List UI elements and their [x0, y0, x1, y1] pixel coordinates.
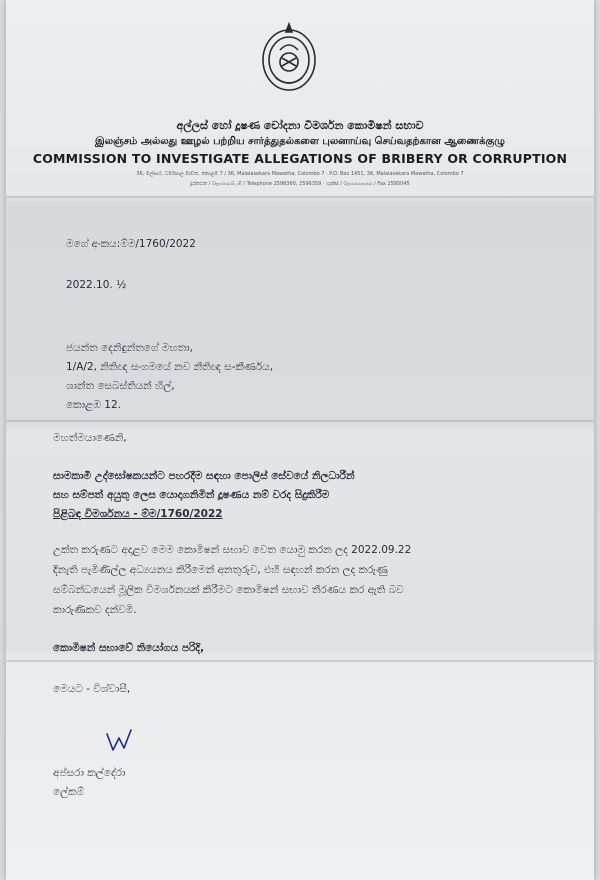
signatory-title: ලේකම් — [53, 786, 85, 798]
subject-line: සාමකාමී උද්ඝෝෂකයන්ට පහරදීම සඳහා පොලිස් සේවයේ නිලධාරීන් — [53, 470, 355, 482]
recipient-line: ජයන්ත දෙනිඳුන්තගේ මහතා, — [66, 342, 193, 354]
recipient-line: 1/A/2, නිතිඥ සංගමයේ නව නීතිඥ ස-කීර්ණය, — [66, 361, 274, 373]
signatory-name: අප්සරා කල්දේරා — [53, 767, 126, 779]
letterhead-name-sinhala: අල්ලස් හෝ දූෂණ චෝදනා විමර්ශන කොමිෂන් සභාව — [176, 119, 424, 132]
letterhead-name-tamil: இலஞ்சம் அல்லது ஊழல் பற்றிய சார்த்துதல்களை புலனாய்வு செய்வதற்கான ஆணைக்குழு — [95, 136, 505, 147]
letter-page — [6, 0, 594, 880]
subject-ref-label: පිළිබඳ විමර්ශනය - — [53, 508, 138, 520]
recipient-line: ශාන්ත සෙබස්තියන් හිල්, — [66, 380, 175, 392]
commission-order: කොමිෂන් සභාවේ නියෝගය පරිදි, — [53, 642, 205, 654]
body-line: සම්බන්ධයෙන් මූලික විමර්ශනයක් කිරීමට කොමිෂන් සභාව තීරණය කර ඇති බව — [53, 584, 404, 596]
subject-ref-value: ම්ම/1760/2022 — [141, 508, 223, 520]
reference-number: මගේ අංකය:ම්ම/1760/2022 — [66, 238, 196, 250]
body-line: උක්ත කරුණට අදාළව මෙම කොමිෂන් සභාව වෙත යොමු කරන ලද 2022.09.22 — [53, 544, 412, 556]
letter-date: 2022.10. ½ — [66, 279, 127, 291]
salutation: මහත්මයාණෙනි, — [53, 432, 127, 444]
letterhead-address: 36, මල්පාර, ධර්මපාල මාවත, කොළඹ 7 / 36, Malalasekara Mawatha, Colombo 7 · P.O. Box 1451, 36, Malalasekara Mawatha, Colombo 7 — [136, 171, 464, 177]
letterhead-contact: දුරකථන / தொலைபேசி / Telephone 2596360, 2596359 · ෆැක්ස් / தொலைநகல் / Fax 2595045 — [190, 181, 410, 187]
government-emblem-icon — [258, 20, 320, 94]
signature-icon — [104, 726, 138, 756]
subject-line: සහ සම්පත් අයුතු ලෙස යොදාගනිමින් දූෂණය නම් වරද සිදුකිරීම — [53, 489, 330, 501]
fold-line — [6, 660, 594, 662]
body-line: දිනැති පැමිණිල්ල අධ්‍යයනය කිරීමෙන් අනතුරුව, එහි සඳහන් කරන ලද කරුණු — [53, 564, 388, 576]
letterhead-name-english: COMMISSION TO INVESTIGATE ALLEGATIONS OF BRIBERY OR CORRUPTION — [32, 151, 568, 166]
body-line: කාරුණිකව දන්වමි. — [53, 604, 137, 616]
fold-line — [6, 420, 594, 422]
recipient-line: කොළඹ 12. — [66, 399, 121, 411]
subject-reference — [53, 508, 223, 521]
fold-line — [6, 196, 594, 198]
closing: මෙයට - විශ්වාසී, — [53, 683, 131, 695]
